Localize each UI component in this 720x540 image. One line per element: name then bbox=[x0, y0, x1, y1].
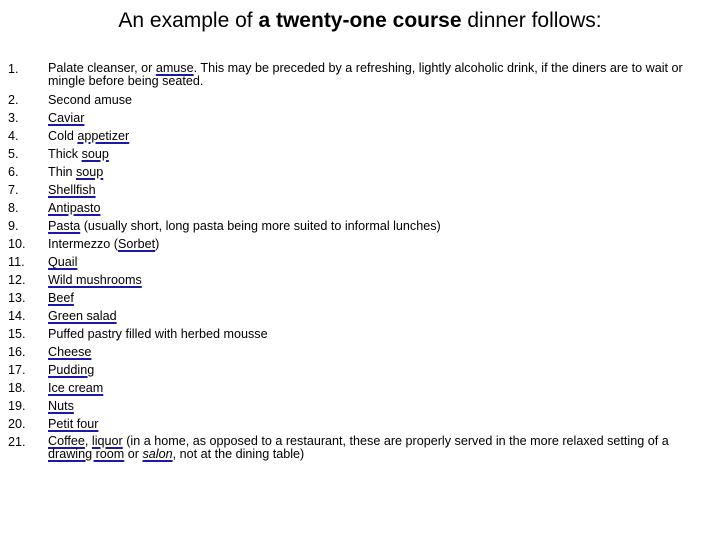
list-item bbox=[8, 60, 708, 91]
course-link[interactable]: Pudding bbox=[48, 363, 95, 377]
list-item-number: 13. bbox=[8, 291, 26, 305]
list-item-text bbox=[48, 397, 708, 415]
list-item-text-part: or bbox=[124, 447, 143, 461]
list-item-number: 4. bbox=[8, 129, 19, 143]
list-item-text bbox=[48, 217, 708, 235]
list-item-number: 2. bbox=[8, 93, 19, 107]
list-item-text bbox=[48, 199, 708, 217]
list-item-number: 5. bbox=[8, 147, 19, 161]
list-item bbox=[8, 379, 708, 397]
list-item-text bbox=[48, 325, 708, 343]
list-item-text-part: Thick bbox=[48, 147, 82, 161]
list-item-text bbox=[48, 379, 708, 397]
list-item-number: 19. bbox=[8, 399, 26, 413]
list-item-text bbox=[48, 109, 708, 127]
list-item-text-part: , bbox=[84, 434, 92, 448]
list-item-number: 12. bbox=[8, 273, 26, 287]
list-item bbox=[8, 343, 708, 361]
list-item bbox=[8, 91, 708, 109]
slide-title bbox=[0, 8, 720, 34]
course-link[interactable]: soup bbox=[81, 147, 109, 161]
list-item-text-part: (in a home, as opposed to a restaurant, these are properly served in the more relaxed setting of a bbox=[122, 434, 669, 448]
list-item-text bbox=[48, 91, 708, 109]
list-item-number: 17. bbox=[8, 363, 26, 377]
course-link[interactable]: Coffee bbox=[48, 434, 85, 448]
list-item bbox=[8, 289, 708, 307]
list-item-text bbox=[48, 433, 708, 464]
list-item-text-part: Palate cleanser, or bbox=[48, 61, 156, 75]
course-link[interactable]: salon bbox=[142, 447, 173, 461]
list-item-number: 7. bbox=[8, 183, 19, 197]
course-link[interactable]: Cheese bbox=[48, 345, 92, 359]
list-item bbox=[8, 433, 708, 464]
course-link[interactable]: appetizer bbox=[77, 129, 130, 143]
list-item-text bbox=[48, 181, 708, 199]
list-item bbox=[8, 415, 708, 433]
list-item-number: 16. bbox=[8, 345, 26, 359]
list-item-number: 8. bbox=[8, 201, 19, 215]
list-item-number: 20. bbox=[8, 417, 26, 431]
course-list bbox=[8, 60, 708, 464]
list-item-text-part: Puffed pastry filled with herbed mousse bbox=[48, 327, 268, 341]
course-link[interactable]: Green salad bbox=[48, 309, 117, 323]
list-item-number: 3. bbox=[8, 111, 19, 125]
list-item-number: 1. bbox=[8, 62, 19, 76]
course-link[interactable]: Pasta bbox=[48, 219, 81, 233]
list-item-text bbox=[48, 60, 708, 91]
list-item bbox=[8, 253, 708, 271]
title-pre: An example of bbox=[118, 9, 259, 32]
list-item bbox=[8, 397, 708, 415]
list-item-text-part: , not at the dining table) bbox=[172, 447, 305, 461]
course-link[interactable]: Antipasto bbox=[48, 201, 101, 215]
list-item bbox=[8, 235, 708, 253]
course-link[interactable]: Beef bbox=[48, 291, 74, 305]
list-item-number: 18. bbox=[8, 381, 26, 395]
course-link[interactable]: Nuts bbox=[48, 399, 74, 413]
list-item bbox=[8, 199, 708, 217]
course-link[interactable]: Wild mushrooms bbox=[48, 273, 142, 287]
list-item-text bbox=[48, 127, 708, 145]
list-item bbox=[8, 217, 708, 235]
list-item-text bbox=[48, 289, 708, 307]
list-item-text-part: Thin bbox=[48, 165, 76, 179]
course-link[interactable]: Petit four bbox=[48, 417, 99, 431]
list-item bbox=[8, 109, 708, 127]
list-item-text-part: Second amuse bbox=[48, 93, 133, 107]
list-item-text bbox=[48, 343, 708, 361]
course-link[interactable]: drawing room bbox=[48, 447, 125, 461]
list-item-number: 9. bbox=[8, 219, 19, 233]
title-bold: a twenty-one course bbox=[258, 9, 462, 32]
list-item-text-part: . This may be preceded by a refreshing, lightly alcoholic drink, if the diners are to wait or mingle before being seated. bbox=[48, 61, 683, 88]
list-item bbox=[8, 181, 708, 199]
list-item-text bbox=[48, 361, 708, 379]
list-item bbox=[8, 145, 708, 163]
course-link[interactable]: Ice cream bbox=[48, 381, 104, 395]
course-link[interactable]: Quail bbox=[48, 255, 78, 269]
list-item-text bbox=[48, 145, 708, 163]
list-item bbox=[8, 271, 708, 289]
list-item-text-part: Cold bbox=[48, 129, 78, 143]
list-item bbox=[8, 163, 708, 181]
list-item-text bbox=[48, 415, 708, 433]
list-item-number: 15. bbox=[8, 327, 26, 341]
list-item-text-part: ) bbox=[155, 237, 160, 251]
list-item-number: 21. bbox=[8, 435, 26, 449]
list-item bbox=[8, 127, 708, 145]
list-item bbox=[8, 307, 708, 325]
title-post: dinner follows: bbox=[461, 9, 602, 32]
course-link[interactable]: amuse bbox=[155, 61, 194, 75]
list-item bbox=[8, 325, 708, 343]
list-item-text bbox=[48, 253, 708, 271]
list-item-text bbox=[48, 271, 708, 289]
course-link[interactable]: liquor bbox=[91, 434, 123, 448]
course-link[interactable]: Sorbet bbox=[118, 237, 156, 251]
list-item-text-part: (usually short, long pasta being more suited to informal lunches) bbox=[80, 219, 441, 233]
list-item-number: 10. bbox=[8, 237, 26, 251]
list-item-text bbox=[48, 163, 708, 181]
list-item-number: 6. bbox=[8, 165, 19, 179]
course-link[interactable]: Caviar bbox=[48, 111, 85, 125]
list-item bbox=[8, 361, 708, 379]
list-item-text bbox=[48, 307, 708, 325]
list-item-number: 11. bbox=[8, 255, 25, 269]
list-item-text bbox=[48, 235, 708, 253]
list-item-number: 14. bbox=[8, 309, 26, 323]
course-link[interactable]: soup bbox=[76, 165, 104, 179]
course-link[interactable]: Shellfish bbox=[48, 183, 96, 197]
list-item-text-part: Intermezzo ( bbox=[48, 237, 118, 251]
